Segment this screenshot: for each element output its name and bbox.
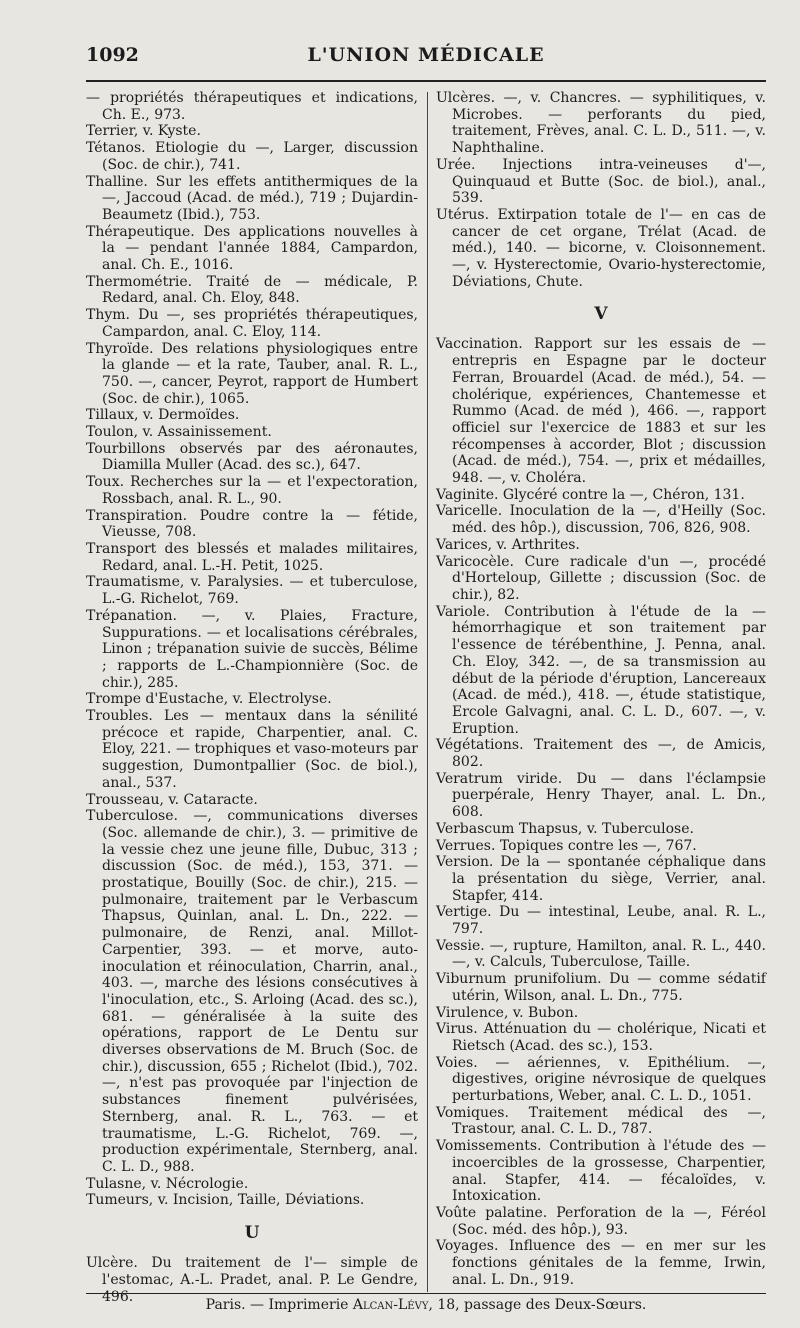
- header-rule: [86, 80, 766, 82]
- index-entry: Varicelle. Inoculation de la —, d'Heilly (Soc. méd. des hôp.), discussion, 706, 826, 908.: [436, 503, 766, 537]
- right-column: [436, 90, 766, 1290]
- index-entry: Verrues. Topiques contre les —, 767.: [436, 837, 697, 854]
- index-entry: Trépanation. —, v. Plaies, Fracture, Suppurations. — et localisations cérébrales, Linon ; trépanation suivie de succès, Bélime ; rapports de L.-Championnière (Soc. de chir.), 285.: [86, 607, 418, 691]
- index-entry: Thym. Du —, ses propriétés thérapeutiques, Campardon, anal. C. Eloy, 114.: [86, 307, 418, 340]
- index-entry: Voûte palatine. Perforation de la —, Féréol (Soc. méd. des hôp.), 93.: [436, 1205, 766, 1238]
- journal-title: L'UNION MÉDICALE: [307, 44, 545, 66]
- index-entry: Ulcère. Du traitement de l'— simple de l'estomac, A.-L. Pradet, anal. P. Le Gendre, 496.: [86, 1255, 418, 1305]
- index-entry: Vomissements. Contribution à l'étude des — incoercibles de la grossesse, Charpentier, anal. Stapfer, 414. — fécaloïdes, v. Intoxication.: [436, 1138, 766, 1205]
- index-entry: Viburnum prunifolium. Du — comme sédatif utérin, Wilson, anal. L. Dn., 775.: [436, 971, 766, 1004]
- imprint-footer: [86, 1297, 766, 1313]
- index-entry: Virulence, v. Bubon.: [436, 1004, 579, 1021]
- index-entry: Voyages. Influence des — en mer sur les fonctions génitales de la femme, Irwin, anal. L. Dn., 919.: [436, 1238, 766, 1288]
- index-entry: Thyroïde. Des relations physiologiques entre la glande — et la rate, Tauber, anal. R. L., 750. —, cancer, Peyrot, rapport de Humbert (Soc. de chir.), 1065.: [86, 340, 418, 407]
- imprint-text-1: Paris. — Imprimerie: [205, 1297, 353, 1313]
- index-entry: Tumeurs, v. Incision, Taille, Déviations.: [86, 1192, 365, 1209]
- index-entry: Voies. — aériennes, v. Epithélium. —, digestives, origine névrosique de quelques perturbations, Weber, anal. C. L. D., 1051.: [436, 1054, 766, 1105]
- index-entry: Trompe d'Eustache, v. Electrolyse.: [86, 691, 332, 708]
- footer-rule: [86, 1293, 766, 1294]
- index-entry: Vessie. —, rupture, Hamilton, anal. R. L., 440. —, v. Calculs, Tuberculose, Taille.: [436, 937, 766, 971]
- index-entry: Thermométrie. Traité de — médicale, P. Redard, anal. Ch. Eloy, 848.: [86, 273, 418, 307]
- index-entry: Vaginite. Glycéré contre la —, Chéron, 131.: [436, 486, 745, 503]
- imprint-printer: Alcan-Lévy: [352, 1297, 429, 1313]
- index-entry: Tétanos. Etiologie du —, Larger, discussion (Soc. de chir.), 741.: [86, 140, 418, 173]
- left-entry-list: [86, 90, 418, 1209]
- index-entry: Trousseau, v. Cataracte.: [86, 791, 258, 808]
- index-entry: Transpiration. Poudre contre la — fétide, Vieusse, 708.: [86, 507, 418, 541]
- index-entry: Tourbillons observés par des aéronautes, Diamilla Muller (Acad. des sc.), 647.: [86, 440, 418, 474]
- page-header: [86, 44, 766, 74]
- section-letter-v: V: [594, 304, 608, 325]
- index-entry: Toux. Recherches sur la — et l'expectoration, Rossbach, anal. R. L., 90.: [86, 474, 418, 507]
- index-entry: Tulasne, v. Nécrologie.: [86, 1175, 249, 1192]
- index-entry: Vaccination. Rapport sur les essais de — entrepris en Espagne par le docteur Ferran, Brouardel (Acad. de méd.), 54. — cholérique, expériences, Chantemesse et Rummo (Acad. de méd ), 466. —, rapport officiel sur l'exercice de 1883 et sur les récompenses à accorder, Blot ; discussion (Acad. de méd.), 754. —, prix et médailles, 948. —, v. Choléra.: [436, 336, 766, 487]
- index-entry: Troubles. Les — mentaux dans la sénilité précoce et rapide, Charpentier, anal. C. Eloy, 221. — trophiques et vaso-moteurs par suggestion, Dumontpallier (Soc. de biol.), anal., 537.: [86, 708, 418, 791]
- index-entry: Toulon, v. Assainissement.: [86, 424, 272, 441]
- index-entry: Utérus. Extirpation totale de l'— en cas de cancer de cet organe, Trélat (Acad. de méd.), 140. — bicorne, v. Cloisonnement. —, v. Hysterectomie, Ovario-hysterectomie, Déviations, Chute.: [436, 206, 766, 290]
- index-entry: Urée. Injections intra-veineuses d'—, Quinquaud et Butte (Soc. de biol.), anal., 539.: [436, 156, 766, 207]
- index-entry: Varices, v. Arthrites.: [436, 536, 580, 553]
- index-entry: Vertige. Du — intestinal, Leube, anal. R. L., 797.: [436, 904, 766, 938]
- imprint-text-2: , 18, passage des Deux-Sœurs.: [428, 1297, 647, 1313]
- index-entry: Terrier, v. Kyste.: [86, 123, 201, 140]
- index-entry: Thalline. Sur les effets antithermiques de la —, Jaccoud (Acad. de méd.), 719 ; Dujardin-Beaumetz (Ibid.), 753.: [86, 173, 418, 223]
- index-entry: Varicocèle. Cure radicale d'un —, procédé d'Horteloup, Gillette ; discussion (Soc. de chir.), 82.: [436, 553, 766, 603]
- section-letter-u: U: [244, 1223, 260, 1244]
- index-entry: — propriétés thérapeutiques et indications, Ch. E., 973.: [86, 90, 418, 123]
- right-entry-list-2: [436, 336, 766, 1288]
- index-entry: Thérapeutique. Des applications nouvelles à la — pendant l'année 1884, Campardon, anal. Ch. E., 1016.: [86, 223, 418, 274]
- index-entry: Transport des blessés et malades militaires, Redard, anal. L.-H. Petit, 1025.: [86, 540, 418, 574]
- index-entry: Traumatisme, v. Paralysies. — et tuberculose, L.-G. Richelot, 769.: [86, 574, 418, 608]
- index-entry: Tillaux, v. Dermoïdes.: [86, 407, 240, 424]
- index-entry: Virus. Atténuation du — cholérique, Nicati et Rietsch (Acad. des sc.), 153.: [436, 1021, 766, 1054]
- page-number: 1092: [86, 44, 139, 66]
- right-entry-list: [436, 90, 766, 290]
- index-entry: Tuberculose. —, communications diverses (Soc. allemande de chir.), 3. — primitive de la vessie chez une jeune fille, Dubuc, 313 ; discussion (Soc. de méd.), 153, 371. —prostatique, Bouilly (Soc. de chir.), 215. — pulmonaire, traitement par le Verbascum Thapsus, Quinlan, anal. L. Dn., 222. — pulmonaire, de Renzi, anal. Millot-Carpentier, 393. — et morve, auto-inoculation et réinoculation, Charrin, anal., 403. —, marche des lésions consécutives à l'inoculation, etc., S. Arloing (Acad. des sc.), 681. — généralisée à la suite des opérations, rapport de Le Dentu sur diverses observations de M. Bruch (Soc. de chir.), discussion, 655 ; Richelot (Ibid.), 702. —, n'est pas provoquée par l'injection de substances finement pulvérisées, Sternberg, anal. R. L., 763. — et traumatisme, L.-G. Richelot, 769. —, production expérimentale, Sternberg, anal. C. L. D., 988.: [86, 808, 418, 1175]
- index-entry: Vomiques. Traitement médical des —, Trastour, anal. C. L. D., 787.: [436, 1104, 766, 1138]
- index-entry: Veratrum viride. Du — dans l'éclampsie puerpérale, Henry Thayer, anal. L. Dn., 608.: [436, 770, 766, 821]
- index-entry: Ulcères. —, v. Chancres. — syphilitiques, v. Microbes. — perforants du pied, traitement, Frèves, anal. C. L. D., 511. —, v. Naphthaline.: [436, 90, 766, 157]
- column-divider: [427, 92, 428, 1292]
- index-entry: Variole. Contribution à l'étude de la — hémorrhagique et son traitement par l'essence de térébenthine, J. Penna, anal. Ch. Eloy, 342. —, de sa transmission au début de la période d'éruption, Lancereaux (Acad. de méd.), 418. —, étude statistique, Ercole Galvagni, anal. C. L. D., 607. —, v. Eruption.: [436, 603, 766, 737]
- index-entry: Verbascum Thapsus, v. Tuberculose.: [436, 820, 694, 837]
- index-entry: Végétations. Traitement des —, de Amicis, 802.: [436, 737, 766, 771]
- index-entry: Version. De la — spontanée céphalique dans la présentation du siège, Verrier, anal. Stapfer, 414.: [436, 854, 766, 904]
